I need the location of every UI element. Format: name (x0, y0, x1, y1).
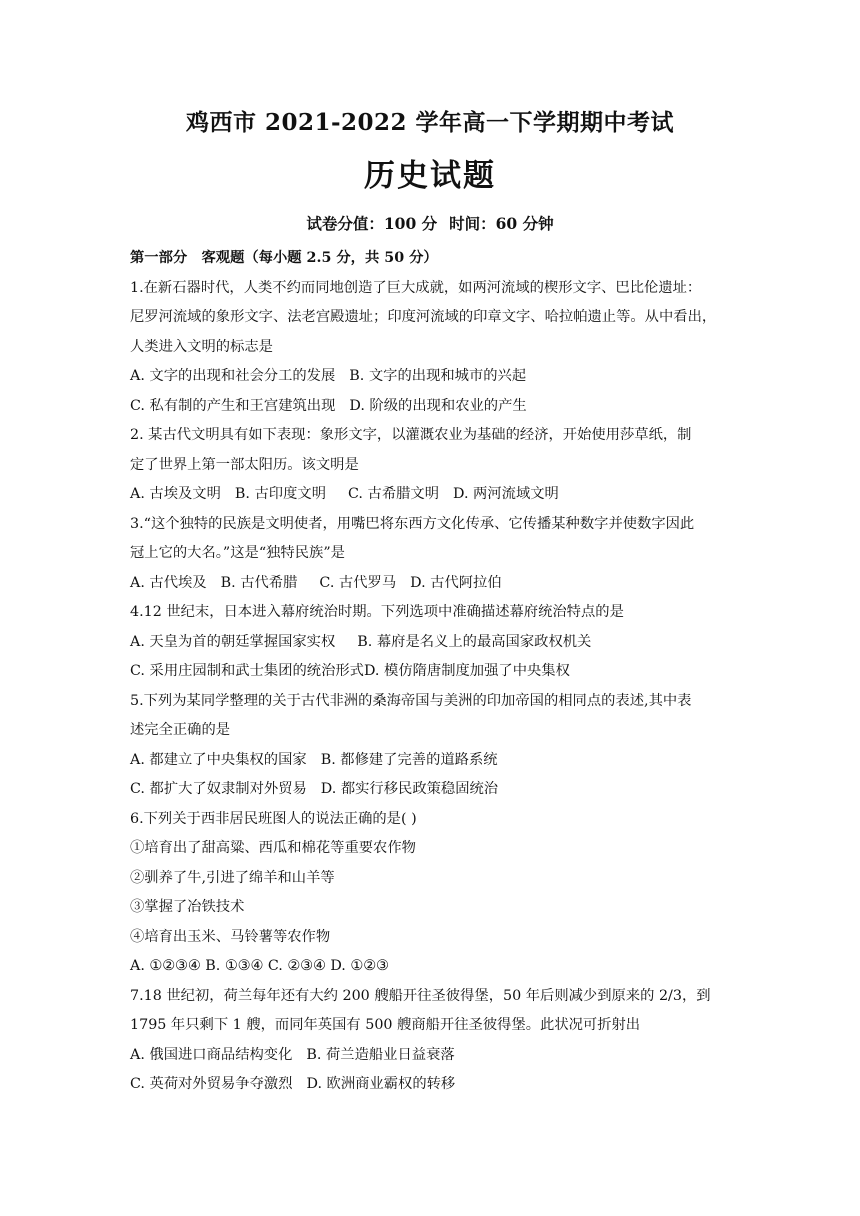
option-a: A. 天皇为首的朝廷掌握国家实权 (130, 633, 336, 650)
option-a: A. 文字的出现和社会分工的发展 (130, 368, 336, 384)
question-line: 5.下列为某同学整理的关于古代非洲的桑海帝国与美洲的印加帝国的相同点的表述,其中表 (130, 692, 692, 709)
option-c: C. ②③④ (267, 958, 326, 974)
option-d: D. 欧洲商业霸权的转移 (306, 1076, 456, 1092)
exam-title: 鸡西市 2021-2022 学年高一下学期期中考试 (185, 109, 675, 136)
exam-meta (0, 212, 860, 234)
option-b: B. 荷兰造船业日益衰落 (306, 1046, 455, 1063)
question-7 (130, 982, 736, 1100)
option-row (130, 362, 736, 392)
option-row (130, 480, 736, 510)
option-row (130, 775, 736, 805)
option-b: B. 都修建了完善的道路系统 (320, 751, 498, 768)
statement-line: ④培育出玉米、马铃薯等农作物 (130, 928, 331, 945)
statement-line: ①培育出了甜高粱、西瓜和棉花等重要农作物 (130, 840, 416, 856)
time-label: 时间：60 分钟 (449, 214, 554, 233)
option-b: B. ①③④ (205, 958, 264, 974)
option-c: C. 古代罗马 (319, 574, 397, 591)
score-label: 试卷分值：100 分 (306, 214, 438, 233)
option-d: D. 阶级的出现和农业的产生 (349, 397, 527, 414)
question-3 (130, 510, 736, 599)
option-a: A. 都建立了中央集权的国家 (130, 751, 307, 768)
statement-line: ③掌握了冶铁技术 (130, 899, 245, 915)
option-a: A. 古代埃及 (130, 574, 207, 591)
option-b: B. 幕府是名义上的最高国家政权机关 (357, 633, 592, 650)
option-d: D. 两河流域文明 (453, 486, 559, 502)
statement-line: ②驯养了牛,引进了绵羊和山羊等 (130, 869, 335, 886)
question-line: 尼罗河流域的象形文字、法老宫殿遗址；印度河流域的印章文字、哈拉帕遗止等。从中看出， (130, 309, 717, 325)
question-1 (130, 274, 736, 422)
option-row (130, 952, 736, 982)
option-row (130, 392, 736, 422)
option-d: D. 古代阿拉伯 (410, 574, 502, 591)
exam-body (130, 244, 736, 1100)
question-line: 1.在新石器时代，人类不约而同地创造了巨大成就，如两河流域的楔形文字、巴比伦遗址： (130, 279, 702, 296)
option-row (130, 1041, 736, 1071)
question-6 (130, 805, 736, 982)
option-b: B. 古印度文明 (234, 486, 326, 502)
option-row (130, 628, 736, 658)
option-a: A. ①②③④ (130, 958, 201, 974)
option-b: B. 古代希腊 (220, 574, 298, 591)
question-line: 7.18 世纪初，荷兰每年还有大约 200 艘船开往圣彼得堡，50 年后则减少到原来的 2/3，到 (130, 987, 711, 1004)
option-a: A. 俄国进口商品结构变化 (130, 1046, 293, 1063)
option-row (130, 569, 736, 599)
question-line: 2. 某古代文明具有如下表现：象形文字，以灌溉农业为基础的经济，开始使用莎草纸，制 (130, 427, 692, 443)
option-c: C. 私有制的产生和王宫建筑出现 (130, 397, 336, 414)
question-4 (130, 598, 736, 687)
option-d: D. ①②③ (330, 958, 389, 974)
question-line: 冠上它的大名。”这是“独特民族”是 (130, 545, 345, 561)
option-b: B. 文字的出现和城市的兴起 (349, 368, 527, 384)
question-line: 1795 年只剩下 1 艘，而同年英国有 500 艘商船开往圣彼得堡。此状况可折射出 (130, 1017, 641, 1033)
question-line: 3.“这个独特的民族是文明使者，用嘴巴将东西方文化传承、它传播某种数字并使数字因此 (130, 515, 695, 532)
option-row (130, 746, 736, 776)
question-line: 定了世界上第一部太阳历。该文明是 (130, 456, 359, 473)
option-c: C. 英荷对外贸易争夺激烈 (130, 1076, 293, 1092)
option-row (130, 657, 736, 687)
option-a: A. 古埃及文明 (130, 486, 221, 502)
option-c: C. 古希腊文明 (348, 486, 440, 502)
question-line: 人类进入文明的标志是 (130, 338, 273, 355)
question-line: 6.下列关于西非居民班图人的说法正确的是( ) (130, 810, 417, 827)
subject-title: 历史试题 (364, 158, 496, 194)
section-heading: 第一部分 客观题（每小题 2.5 分，共 50 分） (130, 250, 438, 266)
question-5 (130, 687, 736, 805)
option-d: D. 模仿隋唐制度加强了中央集权 (363, 663, 570, 679)
question-line: 4.12 世纪末，日本进入幕府统治时期。下列选项中准确描述幕府统治特点的是 (130, 604, 624, 620)
question-2 (130, 421, 736, 510)
option-c: C. 都扩大了奴隶制对外贸易 (130, 781, 307, 797)
option-row (130, 1070, 736, 1100)
question-line: 述完全正确的是 (130, 722, 231, 738)
option-c: C. 采用庄园制和武士集团的统治形式 (130, 663, 364, 679)
option-d: D. 都实行移民政策稳固统治 (320, 781, 499, 797)
